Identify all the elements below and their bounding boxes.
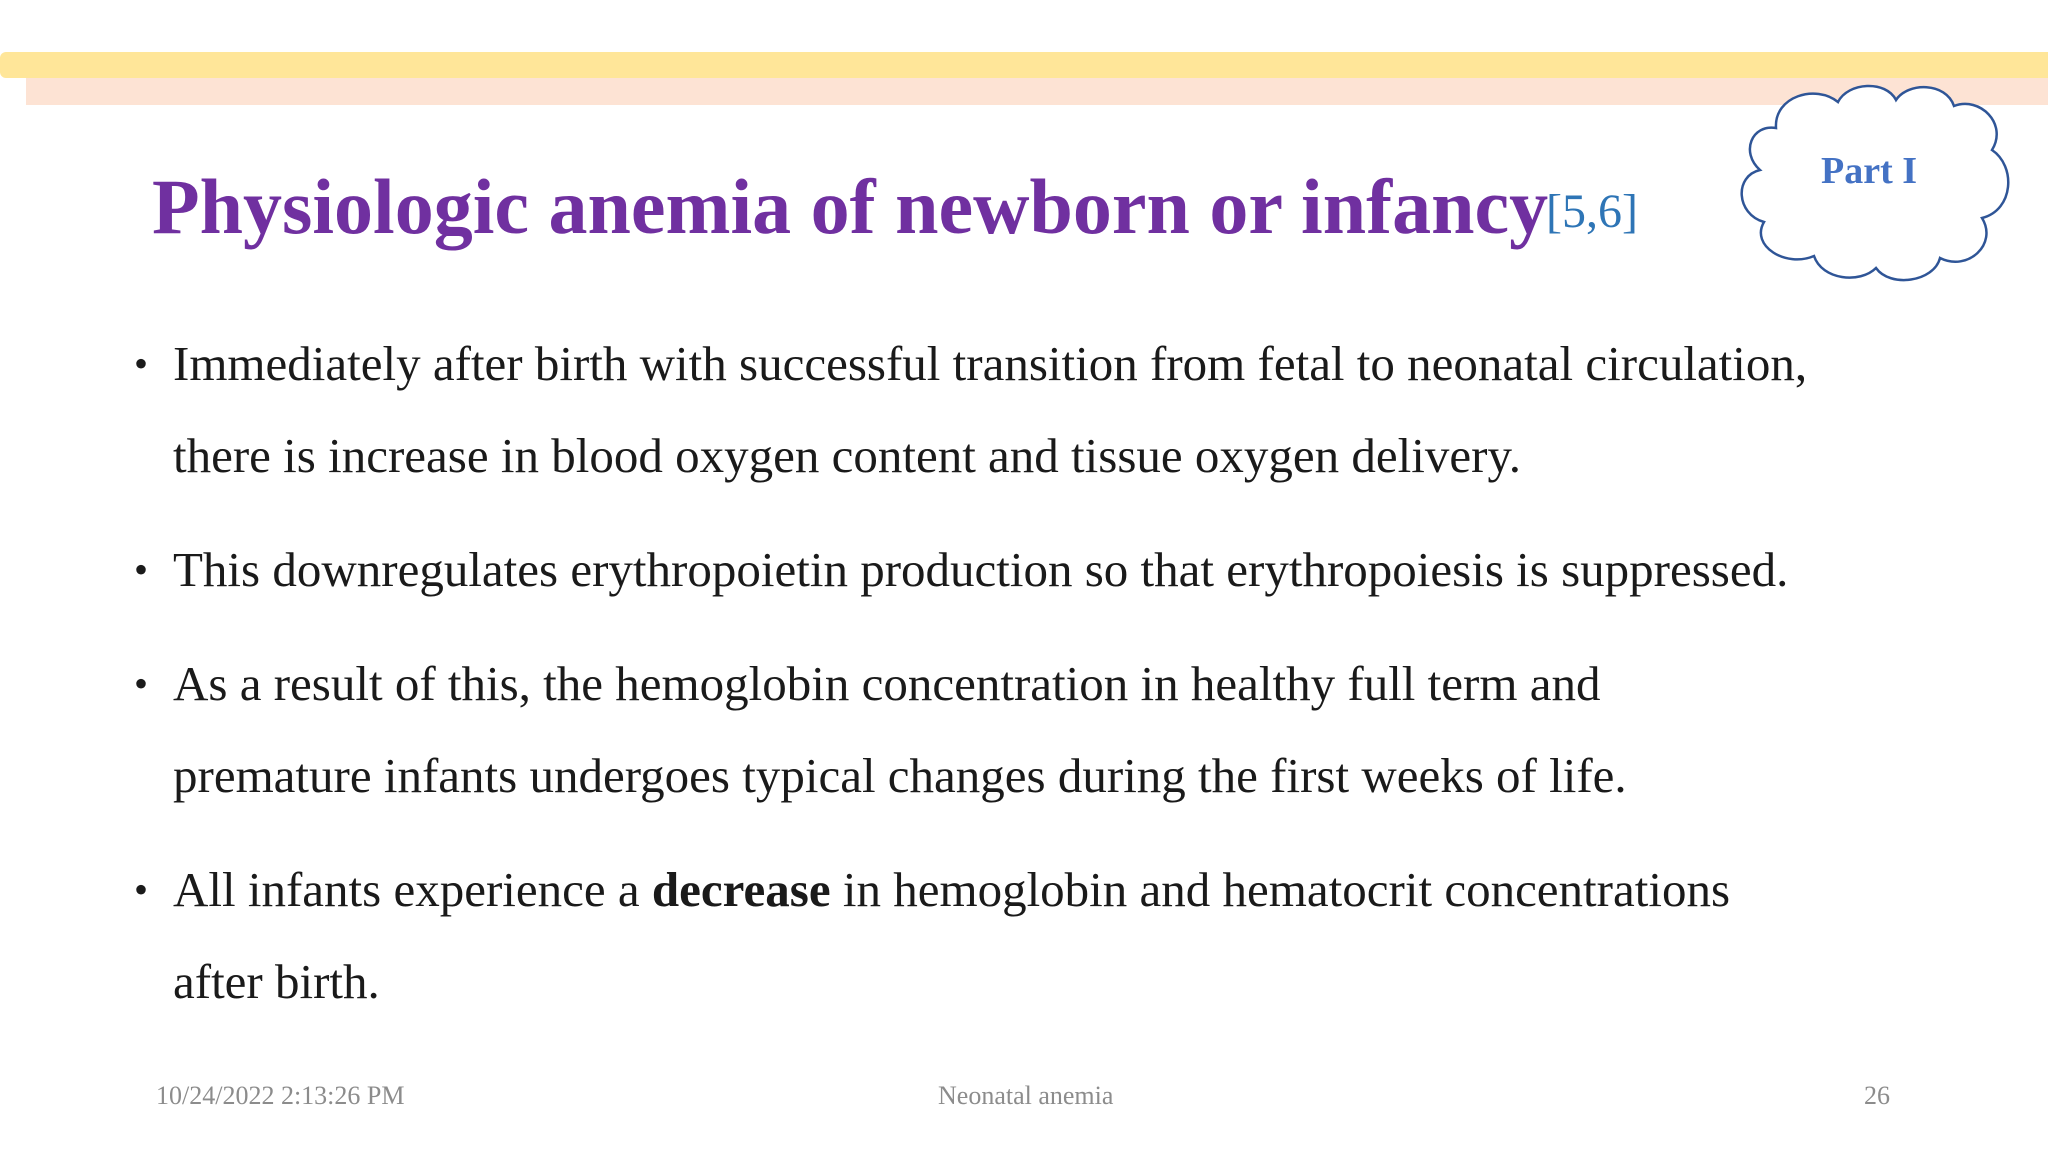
slide-title: Physiologic anemia of newborn or infancy xyxy=(152,163,1549,250)
bullet-item xyxy=(134,524,1934,616)
bullet-item xyxy=(134,844,1934,1028)
bullet-text-line: after birth. xyxy=(173,954,380,1009)
footer-date: 10/24/2022 2:13:26 PM xyxy=(156,1081,405,1110)
bullet-text-line: This downregulates erythropoietin production so that erythropoiesis is suppressed. xyxy=(173,542,1789,597)
footer-page-number: 26 xyxy=(1864,1081,1890,1110)
bullet-dot-icon: • xyxy=(134,661,149,706)
bullet-text-segment: All infants experience a xyxy=(173,862,652,917)
bullet-text-line: there is increase in blood oxygen content and tissue oxygen delivery. xyxy=(173,428,1522,483)
bold-keyword: decrease xyxy=(651,862,831,917)
cloud-label: Part I xyxy=(1820,150,1918,192)
top-band-yellow xyxy=(0,52,2048,78)
title-reference: [5,6] xyxy=(1546,185,1638,238)
bullet-dot-icon: • xyxy=(134,867,149,912)
bullet-item xyxy=(134,638,1934,822)
bullet-text-line: As a result of this, the hemoglobin concentration in healthy full term and xyxy=(173,656,1601,711)
bullet-item xyxy=(134,318,1934,502)
bullet-text-segment: in hemoglobin and hematocrit concentrations xyxy=(830,862,1731,917)
footer-title: Neonatal anemia xyxy=(938,1081,1114,1110)
bullet-dot-icon: • xyxy=(134,547,149,592)
bullet-list xyxy=(134,318,1934,1050)
bullet-dot-icon: • xyxy=(134,341,149,386)
bullet-text-line: premature infants undergoes typical changes during the first weeks of life. xyxy=(173,748,1627,803)
bullet-text-line: Immediately after birth with successful transition from fetal to neonatal circulation, xyxy=(173,336,1808,391)
bullet-text-line xyxy=(173,844,1934,936)
